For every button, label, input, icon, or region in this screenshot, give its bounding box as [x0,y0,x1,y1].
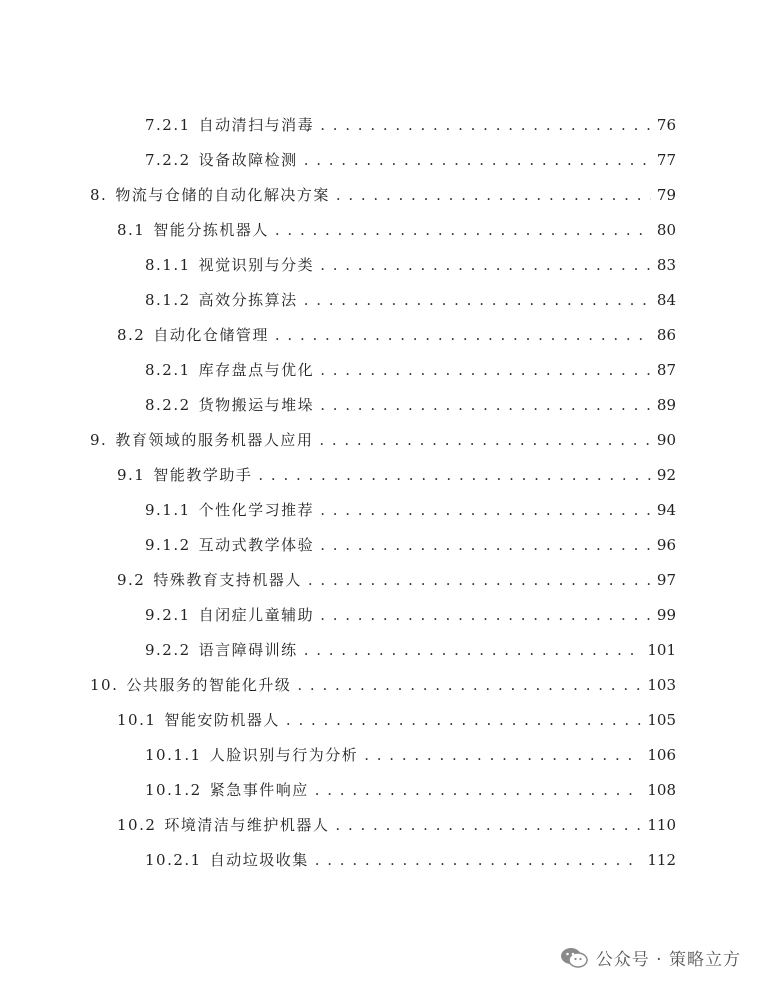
toc-leader-dots [286,711,641,729]
toc-entry[interactable] [145,632,676,667]
toc-leader-dots [320,536,651,554]
toc-number: 10. [90,675,119,694]
wechat-icon [560,947,588,969]
toc-leader-dots [315,781,642,799]
toc-leader-dots [335,816,641,834]
toc-number: 10.1 [117,710,157,729]
toc-page-number: 79 [656,185,676,204]
toc-number: 10.2.1 [145,850,202,869]
toc-title: 特殊教育支持机器人 [153,571,302,589]
toc-page-number: 80 [656,220,676,239]
toc-page-number: 84 [656,290,676,309]
toc-number: 8.2.2 [145,395,191,414]
toc-leader-dots [336,186,651,204]
toc-page-number: 83 [656,255,676,274]
toc-page-number: 99 [656,605,676,624]
toc-leader-dots [275,221,651,239]
toc-leader-dots [304,151,651,169]
toc-leader-dots [320,501,651,519]
toc-title: 高效分拣算法 [198,291,298,309]
toc-leader-dots [315,851,642,869]
toc-leader-dots [304,291,651,309]
toc-entry[interactable] [145,352,676,387]
toc-title: 智能教学助手 [153,466,253,484]
toc-title: 互动式教学体验 [198,536,315,554]
toc-leader-dots [364,746,641,764]
toc-number: 10.1.2 [145,780,202,799]
toc-leader-dots [304,641,642,659]
toc-entry[interactable] [145,527,676,562]
watermark [560,945,741,970]
toc-title: 自动垃圾收集 [209,851,309,869]
toc-leader-dots [275,326,651,344]
toc-number: 7.2.1 [145,115,191,134]
toc-title: 紧急事件响应 [209,781,309,799]
toc-leader-dots [320,606,651,624]
toc-entry[interactable] [145,282,676,317]
toc-title: 个性化学习推荐 [198,501,315,519]
toc-entry[interactable] [117,702,676,737]
toc-number: 9.2.2 [145,640,191,659]
toc-entry[interactable] [90,177,676,212]
toc-page-number: 108 [647,780,676,799]
toc-number: 8.1 [117,220,146,239]
toc-page-number: 77 [656,150,676,169]
toc-entry[interactable] [145,597,676,632]
toc-page-number: 110 [647,815,676,834]
toc-number: 8.2.1 [145,360,191,379]
toc-title: 智能安防机器人 [164,711,280,729]
toc-number: 8.1.2 [145,290,191,309]
toc-entry[interactable] [117,212,676,247]
toc-leader-dots [320,361,651,379]
toc-title: 智能分拣机器人 [153,221,269,239]
toc-entry[interactable] [145,492,676,527]
toc-entry[interactable] [145,107,676,142]
toc-number: 9.2.1 [145,605,191,624]
toc-page-number: 94 [656,500,676,519]
toc-title: 自动化仓储管理 [153,326,269,344]
toc-entry[interactable] [117,562,676,597]
toc-leader-dots [320,116,651,134]
toc-entry[interactable] [117,457,676,492]
toc-number: 9. [90,430,108,449]
toc-entry[interactable] [145,387,676,422]
toc-title: 自闭症儿童辅助 [198,606,315,624]
toc-title: 物流与仓储的自动化解决方案 [115,186,330,204]
toc-title: 人脸识别与行为分析 [209,746,359,764]
toc-number: 8.1.1 [145,255,191,274]
toc-page-number: 96 [656,535,676,554]
toc-title: 教育领域的服务机器人应用 [115,431,314,449]
toc-title: 语言障碍训练 [198,641,298,659]
toc-entry[interactable] [117,317,676,352]
toc-title: 公共服务的智能化升级 [126,676,292,694]
toc-page-number: 87 [656,360,676,379]
toc-title: 货物搬运与堆垛 [198,396,315,414]
toc-entry[interactable] [90,667,676,702]
toc-page-number: 106 [647,745,676,764]
toc-page-number: 86 [656,325,676,344]
toc-number: 9.1.1 [145,500,191,519]
toc-title: 环境清洁与维护机器人 [164,816,330,834]
toc-entry[interactable] [90,422,676,457]
toc-leader-dots [258,466,651,484]
toc-number: 8. [90,185,108,204]
toc-number: 10.1.1 [145,745,202,764]
toc-number: 10.2 [117,815,157,834]
toc-page-number: 97 [656,570,676,589]
toc-page-number: 112 [647,850,676,869]
toc-entry[interactable] [117,807,676,842]
toc-title: 库存盘点与优化 [198,361,315,379]
toc-entry[interactable] [145,842,676,877]
toc-leader-dots [319,431,651,449]
toc-leader-dots [308,571,651,589]
toc-entry[interactable] [145,772,676,807]
toc-leader-dots [320,396,651,414]
toc-page-number: 105 [647,710,676,729]
toc-title: 视觉识别与分类 [198,256,315,274]
toc-entry[interactable] [145,142,676,177]
toc-page-number: 101 [647,640,676,659]
toc-number: 9.2 [117,570,146,589]
toc-title: 设备故障检测 [198,151,298,169]
toc-number: 7.2.2 [145,150,191,169]
toc-page-number: 89 [656,395,676,414]
toc-number: 9.1 [117,465,146,484]
toc-number: 9.1.2 [145,535,191,554]
toc-entry[interactable] [145,737,676,772]
toc-page-number: 90 [656,430,676,449]
toc-title: 自动清扫与消毒 [198,116,315,134]
toc-leader-dots [320,256,651,274]
toc-page-number: 76 [656,115,676,134]
toc-entry[interactable] [145,247,676,282]
toc-page-number: 92 [656,465,676,484]
watermark-text: 公众号 · 策略立方 [595,950,741,970]
toc-page-number: 103 [647,675,676,694]
toc-leader-dots [297,676,641,694]
toc-number: 8.2 [117,325,146,344]
